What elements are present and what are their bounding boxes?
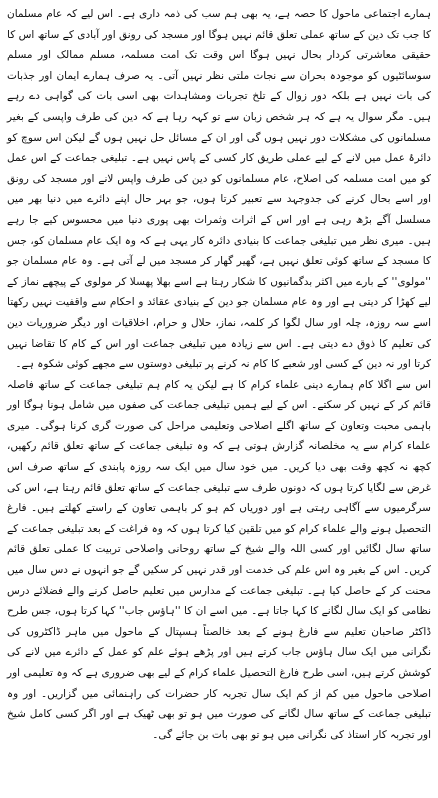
article-paragraph-1: ہمارے اجتماعی ماحول کا حصہ ہے، یہ بھی ہم سب کی ذمہ داری ہے۔ اس لیے کہ عام مسلمان کا جب تک دین کے ساتھ عملی تعلق قائم نہیں ہوگا اور مسجد کی رونق اور آبادی کے ساتھ اس کا حقیقی معاشرتی کردار بحال نہیں ہوگا اس وقت تک امت مسلمہ، مسلم ممالک اور مسلم سوسائٹیوں کو موجودہ بحران سے نجات ملتی نظر نہیں آتی۔ یہ صرف ہمارے ایمان اور جذبات کی بات نہیں ہے بلکہ دور زوال کے تلخ تجربات ومشاہدات بھی اسی بات کی گواہی دے رہے ہیں۔ مگر سوال یہ ہے کہ ہر شخص زبان سے تو کہہ رہا ہے کہ دین کی طرف واپسی کے بغیر مسلمانوں کی مشکلات دور نہیں ہوں گی اور ان کے مسائل حل نہیں ہوں گے لیکن اس سوچ کو دائرۂ عمل میں لانے کے لیے عملی طریق کار کسی کے پاس نہیں ہے۔ تبلیغی جماعت کے اس عمل کو میں امت مسلمہ کی اصلاح، عام مسلمانوں کو دین کی طرف واپس لانے اور مسجد کی رونق اور اسے بحال کرنے کی جدوجہد سے تعبیر کرتا ہوں، جو بہر حال اپنے دائرے میں دنیا بھر میں مسلسل آگے بڑھ رہی ہے اور اس کے اثرات وثمرات بھی پوری دنیا میں محسوس کیے جا رہے ہیں۔ میری نظر میں تبلیغی جماعت کا بنیادی دائرہ کار یہی ہے کہ وہ ایک عام مسلمان کو، جس کا مسجد کے ساتھ کوئی تعلق نہیں ہے، گھیر گھار کر مسجد میں لے آتی ہے۔ وہ عام مسلمان جو ''مولوی'' کے بارے میں اکثر بدگمانیوں کا شکار رہتا ہے اسے بھلا پھسلا کر مولوی کے پیچھے نماز کے لیے کھڑا کر دیتی ہے اور وہ عام مسلمان جو دین کے بنیادی عقائد و احکام سے واقفیت نہیں رکھتا اسے سہ روزہ، چلہ اور سال لگوا کر کلمہ، نماز، حلال و حرام، اخلاقیات اور دیگر ضروریات دین کی تعلیم کا ذوق دے دیتی ہے۔ اس سے زیادہ میں تبلیغی جماعت اور اس کے کام کا تقاضا نہیں کرتا اور نہ دین کے کسی اور شعبے کا کام نہ کرنے پر تبلیغی دوستوں سے مجھے کوئی شکوہ ہے۔	[7, 8, 431, 371]
article-paragraph-2: اس سے اگلا کام ہمارے دینی علماء کرام کا ہے لیکن یہ کام ہم تبلیغی جماعت کے ساتھ فاصلہ قائم کر کے نہیں کر سکتے۔ اس کے لیے ہمیں تبلیغی جماعت کی صفوں میں شامل ہونا ہوگا اور باہمی محبت وتعاون کے ساتھ اگلے اصلاحی وتعلیمی مراحل کی صورت گری کرنا ہوگی۔ میری علماء کرام سے یہ مخلصانہ گزارش ہوتی ہے کہ وہ تبلیغی جماعت کے ساتھ تعلق قائم رکھیں، کچھ نہ کچھ وقت بھی دیا کریں۔ میں خود سال میں ایک سہ روزہ پابندی کے ساتھ صرف اس غرض سے لگایا کرتا ہوں کہ دونوں طرف سے تبلیغی جماعت کے ساتھ تعلق قائم رہتا ہے، اس کی سرگرمیوں سے آگاہی رہتی ہے اور دوریاں کم ہو کر باہمی تعاون کے راستے کھلتے ہیں۔ فارغ التحصیل ہونے والے علماء کرام کو میں تلقین کیا کرتا ہوں کہ وہ فراغت کے بعد تبلیغی جماعت کے ساتھ سال لگائیں اور کسی اللہ والے شیخ کے ساتھ روحانی واصلاحی تربیت کا عملی تعلق قائم کریں۔ اس کے بغیر وہ اس علم کی خدمت اور قدر نہیں کر سکیں گے جو انہوں نے دس سال میں محنت کر کے حاصل کیا ہے۔ تبلیغی جماعت کے مدارس میں تعلیم حاصل کرنے والے فضلائے درس نظامی کو ایک سال لگانے کا کہا جاتا ہے۔ میں اسے ان کا ''ہاؤس جاب'' کہا کرتا ہوں، جس طرح ڈاکٹر صاحبان تعلیم سے فارغ ہونے کے بعد خالصتاً ہسپتال کے ماحول میں ماہر ڈاکٹروں کی نگرانی میں ایک سال ہاؤس جاب کرتے ہیں اور پڑھے ہوئے علم کو عمل کے دائرے میں لانے کی کوشش کرتے ہیں، اسی طرح فارغ التحصیل علماء کرام کے لیے بھی ضروری ہے کہ وہ تعلیمی اور اصلاحی ماحول میں کم از کم ایک سال تجربہ کار حضرات کی راہنمائی میں گزاریں۔ اور وہ تبلیغی جماعت کے ساتھ سال لگانے کی صورت میں ہو تو بھی ٹھیک ہے اور اگر کسی کامل شیخ اور تجربہ کار استاذ کی نگرانی میں ہو تو بھی بات بن جائے گی۔	[7, 378, 431, 741]
